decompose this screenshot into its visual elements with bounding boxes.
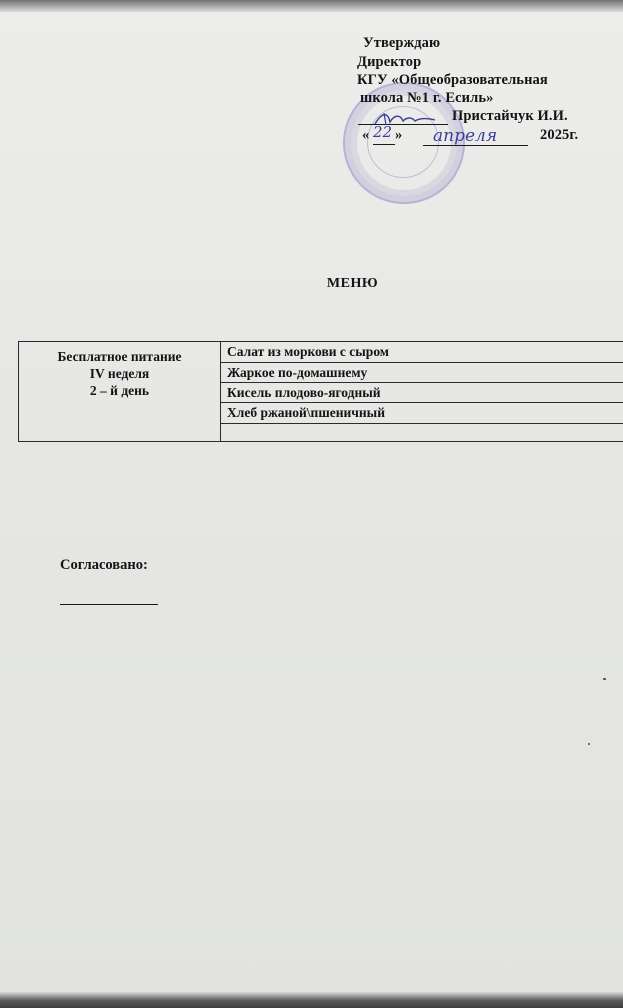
category-day: 2 – й день <box>89 383 150 398</box>
date-month: апреля <box>433 126 498 146</box>
agreed-signature-line <box>60 604 158 605</box>
approval-line-school: школа №1 г. Есиль» <box>360 90 494 106</box>
date-year: 2025г. <box>540 127 579 143</box>
category-program: Бесплатное питание <box>57 349 182 364</box>
dish-row: Жаркое по-домашнему <box>221 363 623 383</box>
date-close-quote: » <box>395 127 403 143</box>
approval-line-position: Директор <box>357 54 422 70</box>
dish-row <box>221 424 623 441</box>
approval-block <box>0 0 623 200</box>
agreed-label: Согласовано: <box>60 557 148 573</box>
menu-table <box>18 341 623 442</box>
page-title: МЕНЮ <box>326 276 379 291</box>
menu-category-cell <box>19 342 221 441</box>
dish-row: Хлеб ржаной\пшеничный <box>221 403 623 424</box>
date-day: 22 <box>373 123 393 141</box>
paper-speck <box>603 678 606 680</box>
director-name: Пристайчук И.И. <box>452 108 568 124</box>
approval-line-organization: КГУ «Общеобразовательная <box>357 72 548 88</box>
category-week: IV неделя <box>89 366 150 381</box>
dish-row: Кисель плодово-ягодный <box>221 383 623 403</box>
dish-row: Салат из моркови с сыром <box>221 342 623 363</box>
date-day-underline <box>373 144 395 145</box>
date-open-quote: « <box>362 127 370 143</box>
paper-speck <box>588 743 590 745</box>
approval-line-approve: Утверждаю <box>363 35 441 51</box>
page-bottom-edge <box>0 992 623 1008</box>
